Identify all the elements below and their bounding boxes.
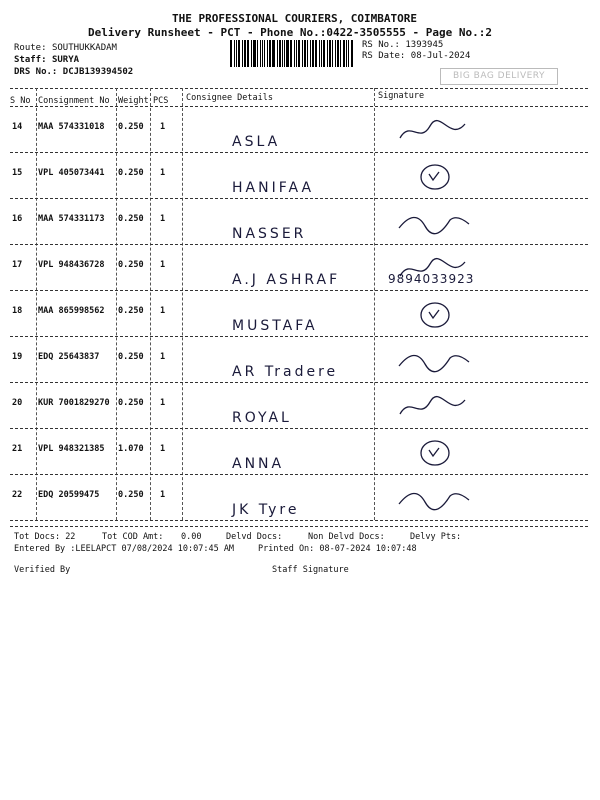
signature-scribble (395, 114, 475, 148)
delvy-pts-label: Delvy Pts: (410, 532, 462, 542)
signature-scribble (395, 160, 475, 194)
barcode-bar (321, 40, 322, 67)
row-rule (10, 152, 588, 153)
barcode-bar (343, 40, 346, 67)
barcode-bar (348, 40, 349, 67)
row-weight: 0.250 (118, 168, 144, 178)
barcode-bar (234, 40, 235, 67)
row-rule (10, 290, 588, 291)
row-rule (10, 336, 588, 337)
barcode-bar (279, 40, 281, 67)
signature-scribble (395, 344, 475, 378)
signature-stroke (399, 493, 469, 509)
row-pcs: 1 (160, 398, 166, 408)
drs-label: DRS No.: (14, 67, 58, 77)
barcode-bar (332, 40, 333, 67)
barcode-bar (351, 40, 353, 67)
barcode-bar (323, 40, 326, 67)
signature-stroke (421, 441, 449, 465)
entered-by: Entered By :LEELAPCT 07/08/2024 10:07:45 AM (14, 544, 235, 554)
row-consignment: MAA 865998562 (38, 306, 105, 316)
row-pcs: 1 (160, 260, 166, 270)
row-pcs: 1 (160, 444, 166, 454)
tot-cod (102, 532, 163, 542)
header-bottom-rule (10, 106, 588, 107)
row-rule (10, 244, 588, 245)
row-weight: 0.250 (118, 306, 144, 316)
barcode-bar (267, 40, 268, 67)
barcode-bar (236, 40, 237, 67)
barcode (230, 40, 354, 67)
row-consignee: A.J ASHRAF (232, 272, 341, 288)
row-pcs: 1 (160, 122, 166, 132)
rs-no-value: 1393945 (405, 40, 444, 50)
barcode-bar (290, 40, 292, 67)
row-consignee: MUSTAFA (232, 318, 318, 334)
barcode-bar (304, 40, 307, 67)
barcode-bar (264, 40, 265, 67)
drs-value: DCJB139394502 (62, 67, 134, 77)
row-consignee: JK Tyre (232, 502, 300, 518)
signature-scribble (395, 482, 475, 516)
signature-scribble (395, 206, 475, 240)
signature-scribble (395, 252, 475, 286)
printed-on: Printed On: 08-07-2024 10:07:48 (258, 544, 417, 554)
col-weight: Weight (118, 96, 149, 106)
tot-cod-label: Tot COD Amt: (102, 532, 164, 542)
barcode-bar (319, 40, 320, 67)
row-consignee: ASLA (232, 134, 281, 150)
col-sno: S No (10, 96, 31, 106)
row-consignment: EDQ 25643837 (38, 352, 100, 362)
col-pcs: PCS (153, 96, 169, 106)
row-sno: 19 (12, 352, 23, 362)
barcode-bar (277, 40, 278, 67)
rs-date-row (362, 51, 470, 61)
barcode-bar (302, 40, 303, 67)
signature-stroke (400, 121, 465, 138)
barcode-bar (251, 40, 252, 67)
row-consignment: VPL 405073441 (38, 168, 105, 178)
barcode-bar (284, 40, 285, 67)
rs-no-label: RS No.: (362, 40, 400, 50)
row-weight: 0.250 (118, 490, 144, 500)
rs-date-label: RS Date: (362, 51, 406, 61)
row-consignee: ROYAL (232, 410, 292, 426)
verified-by: Verified By (14, 565, 71, 575)
tot-docs-value: 22 (65, 532, 76, 542)
signature-stroke (421, 165, 449, 189)
drs-row (14, 67, 133, 77)
col-consignee: Consignee Details (186, 93, 273, 103)
rs-no-row (362, 40, 443, 50)
staff-label: Staff: (14, 55, 47, 65)
row-weight: 0.250 (118, 352, 144, 362)
route-row (14, 43, 117, 53)
barcode-bar (257, 40, 258, 67)
row-consignee: ANNA (232, 456, 285, 472)
signature-stroke (400, 397, 465, 414)
row-consignee: AR Tradere (232, 364, 339, 380)
row-weight: 0.250 (118, 122, 144, 132)
row-sno: 18 (12, 306, 23, 316)
row-consignment: MAA 574331018 (38, 122, 105, 132)
row-pcs: 1 (160, 214, 166, 224)
row-rule (10, 198, 588, 199)
row-pcs: 1 (160, 168, 166, 178)
barcode-bar (230, 40, 232, 67)
col-signature: Signature (378, 91, 425, 101)
barcode-bar (296, 40, 297, 67)
staff-row (14, 55, 79, 65)
barcode-bar (346, 40, 347, 67)
row-consignment: VPL 948321385 (38, 444, 105, 454)
row-sno: 16 (12, 214, 23, 224)
tot-docs-label: Tot Docs: (14, 532, 61, 542)
row-weight: 1.070 (118, 444, 144, 454)
runsheet-title: Delivery Runsheet - PCT - Phone No.:0422-3505555 - Page No.:2 (88, 26, 492, 39)
col-consignment: Consignment No (38, 96, 110, 106)
barcode-bar (310, 40, 311, 67)
barcode-bar (327, 40, 328, 67)
barcode-bar (307, 40, 308, 67)
row-rule (10, 382, 588, 383)
row-rule (10, 474, 588, 475)
signature-stroke (399, 217, 469, 233)
barcode-bar (272, 40, 275, 67)
row-consignment: EDQ 20599475 (38, 490, 100, 500)
barcode-bar (242, 40, 243, 67)
staff-value: SURYA (51, 55, 80, 65)
row-sno: 15 (12, 168, 23, 178)
signature-stroke (400, 259, 465, 276)
barcode-bar (298, 40, 300, 67)
delvd-docs-label: Delvd Docs: (226, 532, 283, 542)
route-value: SOUTHUKKADAM (51, 43, 117, 53)
signature-scribble (395, 436, 475, 470)
barcode-bar (335, 40, 336, 67)
tot-cod-value: 0.00 (181, 532, 202, 542)
row-pcs: 1 (160, 352, 166, 362)
barcode-bar (238, 40, 241, 67)
signature-scribble (395, 298, 475, 332)
non-delvd-docs-label: Non Delvd Docs: (308, 532, 385, 542)
rs-date-value: 08-Jul-2024 (410, 51, 471, 61)
row-sno: 14 (12, 122, 23, 132)
barcode-bar (247, 40, 249, 67)
row-weight: 0.250 (118, 260, 144, 270)
signature-scribble (395, 390, 475, 424)
barcode-bar (260, 40, 261, 67)
barcode-bar (337, 40, 339, 67)
row-sno: 22 (12, 490, 23, 500)
barcode-bar (312, 40, 314, 67)
barcode-bar (286, 40, 289, 67)
barcode-bar (244, 40, 246, 67)
company-title: THE PROFESSIONAL COURIERS, COIMBATORE (172, 12, 418, 25)
route-label: Route: (14, 43, 47, 53)
barcode-bar (294, 40, 295, 67)
barcode-bar (262, 40, 264, 67)
row-consignment: VPL 948436728 (38, 260, 105, 270)
signature-stroke (421, 303, 449, 327)
row-rule (10, 520, 588, 521)
row-consignee: NASSER (232, 226, 307, 242)
row-rule (10, 428, 588, 429)
staff-signature: Staff Signature (272, 565, 349, 575)
row-signature-text: 9894033923 (388, 272, 475, 286)
barcode-bar (282, 40, 283, 67)
row-sno: 17 (12, 260, 23, 270)
row-consignment: KUR 7001829270 (38, 398, 110, 408)
row-pcs: 1 (160, 490, 166, 500)
barcode-bar (253, 40, 256, 67)
row-pcs: 1 (160, 306, 166, 316)
row-consignment: MAA 574331173 (38, 214, 105, 224)
row-weight: 0.250 (118, 214, 144, 224)
row-weight: 0.250 (118, 398, 144, 408)
delivery-stamp: BIG BAG DELIVERY (440, 68, 558, 85)
row-sno: 20 (12, 398, 23, 408)
row-consignee: HANIFAA (232, 180, 315, 196)
row-sno: 21 (12, 444, 23, 454)
barcode-bar (315, 40, 317, 67)
barcode-bar (329, 40, 331, 67)
tot-docs (14, 532, 75, 542)
footer-rule (10, 526, 588, 527)
signature-stroke (399, 355, 469, 371)
header-top-rule (10, 88, 588, 89)
barcode-bar (340, 40, 341, 67)
barcode-bar (269, 40, 271, 67)
